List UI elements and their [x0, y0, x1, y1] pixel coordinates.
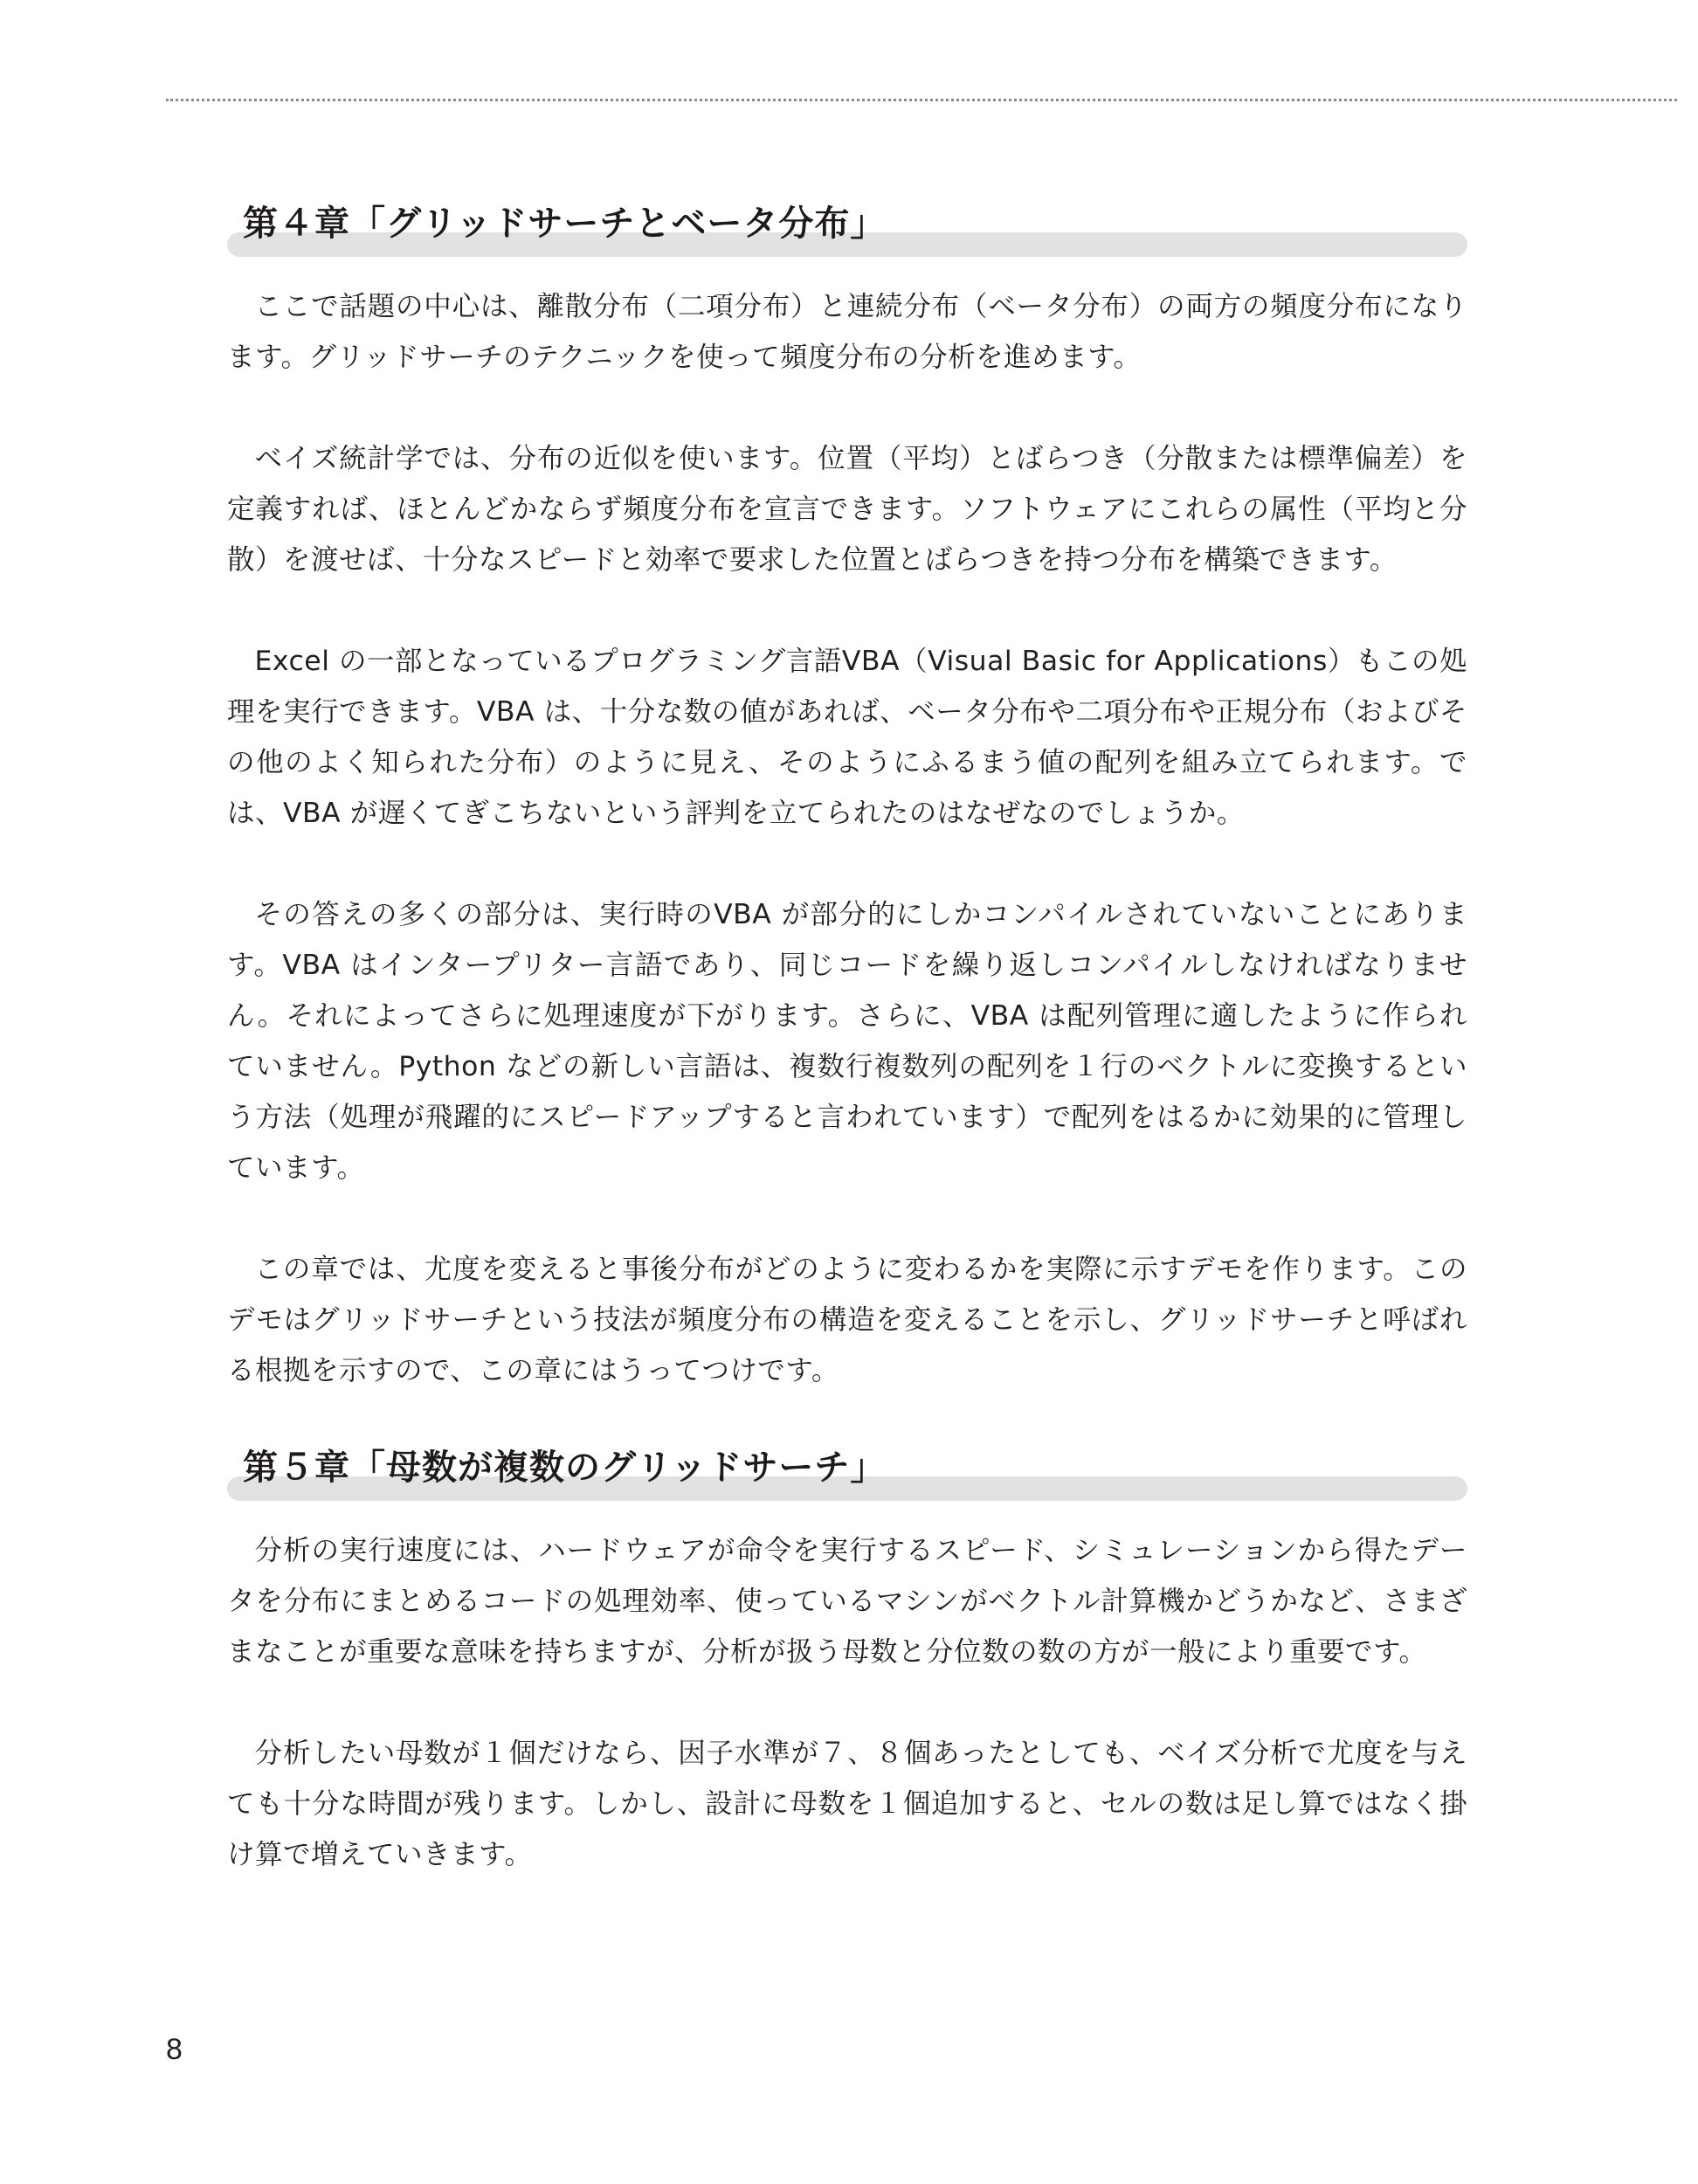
top-dotted-rule [166, 99, 1677, 101]
paragraph: 分析したい母数が１個だけなら、因子水準が７、８個あったとしても、ベイズ分析で尤度を与えても十分な時間が残ります。しかし、設計に母数を１個追加すると、セルの数は足し算ではなく掛け算で増えていきます。 [227, 1738, 1467, 1870]
chapter-heading [227, 1436, 1467, 1506]
page-number: 8 [166, 2033, 183, 2066]
chapter-4-section [227, 192, 1467, 1396]
chapter-4-title: 第４章「グリッドサーチとベータ分布」 [243, 204, 887, 244]
page-content [227, 192, 1467, 1931]
paragraph: ベイズ統計学では、分布の近似を使います。位置（平均）とばらつき（分散または標準偏差）を定義すれば、ほとんどかならず頻度分布を宣言できます。ソフトウェアにこれらの属性（平均と分散）を渡せば、十分なスピードと効率で要求した位置とばらつきを持つ分布を構築できます。 [227, 443, 1467, 576]
paragraph: Excel の一部となっているプログラミング言語VBA（Visual Basic for Applications）もこの処理を実行できます。VBA は、十分な数の値があれば、ベータ分布や二項分布や正規分布（およびその他のよく知られた分布）のように見え、そのようにふるまう値の配列を組み立てられます。では、VBA が遅くてぎこちないという評判を立てられたのはなぜなのでしょうか。 [227, 646, 1467, 829]
chapter-5-section [227, 1436, 1467, 1880]
paragraph: その答えの多くの部分は、実行時のVBA が部分的にしかコンパイルされていないことにあります。VBA はインタープリター言語であり、同じコードを繰り返しコンパイルしなければなりません。それによってさらに処理速度が下がります。さらに、VBA は配列管理に適したように作られていません。Python などの新しい言語は、複数行複数列の配列を１行のベクトルに変換するという方法（処理が飛躍的にスピードアップすると言われています）で配列をはるかに効果的に管理しています。 [227, 899, 1467, 1184]
chapter-heading [227, 192, 1467, 262]
paragraph: この章では、尤度を変えると事後分布がどのように変わるかを実際に示すデモを作ります。このデモはグリッドサーチという技法が頻度分布の構造を変えることを示し、グリッドサーチと呼ばれる根拠を示すので、この章にはうってつけです。 [227, 1254, 1467, 1386]
chapter-5-title: 第５章「母数が複数のグリッドサーチ」 [243, 1448, 887, 1488]
paragraph: 分析の実行速度には、ハードウェアが命令を実行するスピード、シミュレーションから得たデータを分布にまとめるコードの処理効率、使っているマシンがベクトル計算機かどうかなど、さまざまなことが重要な意味を持ちますが、分析が扱う母数と分位数の数の方が一般により重要です。 [227, 1535, 1467, 1668]
paragraph: ここで話題の中心は、離散分布（二項分布）と連続分布（ベータ分布）の両方の頻度分布になります。グリッドサーチのテクニックを使って頻度分布の分析を進めます。 [227, 291, 1467, 373]
